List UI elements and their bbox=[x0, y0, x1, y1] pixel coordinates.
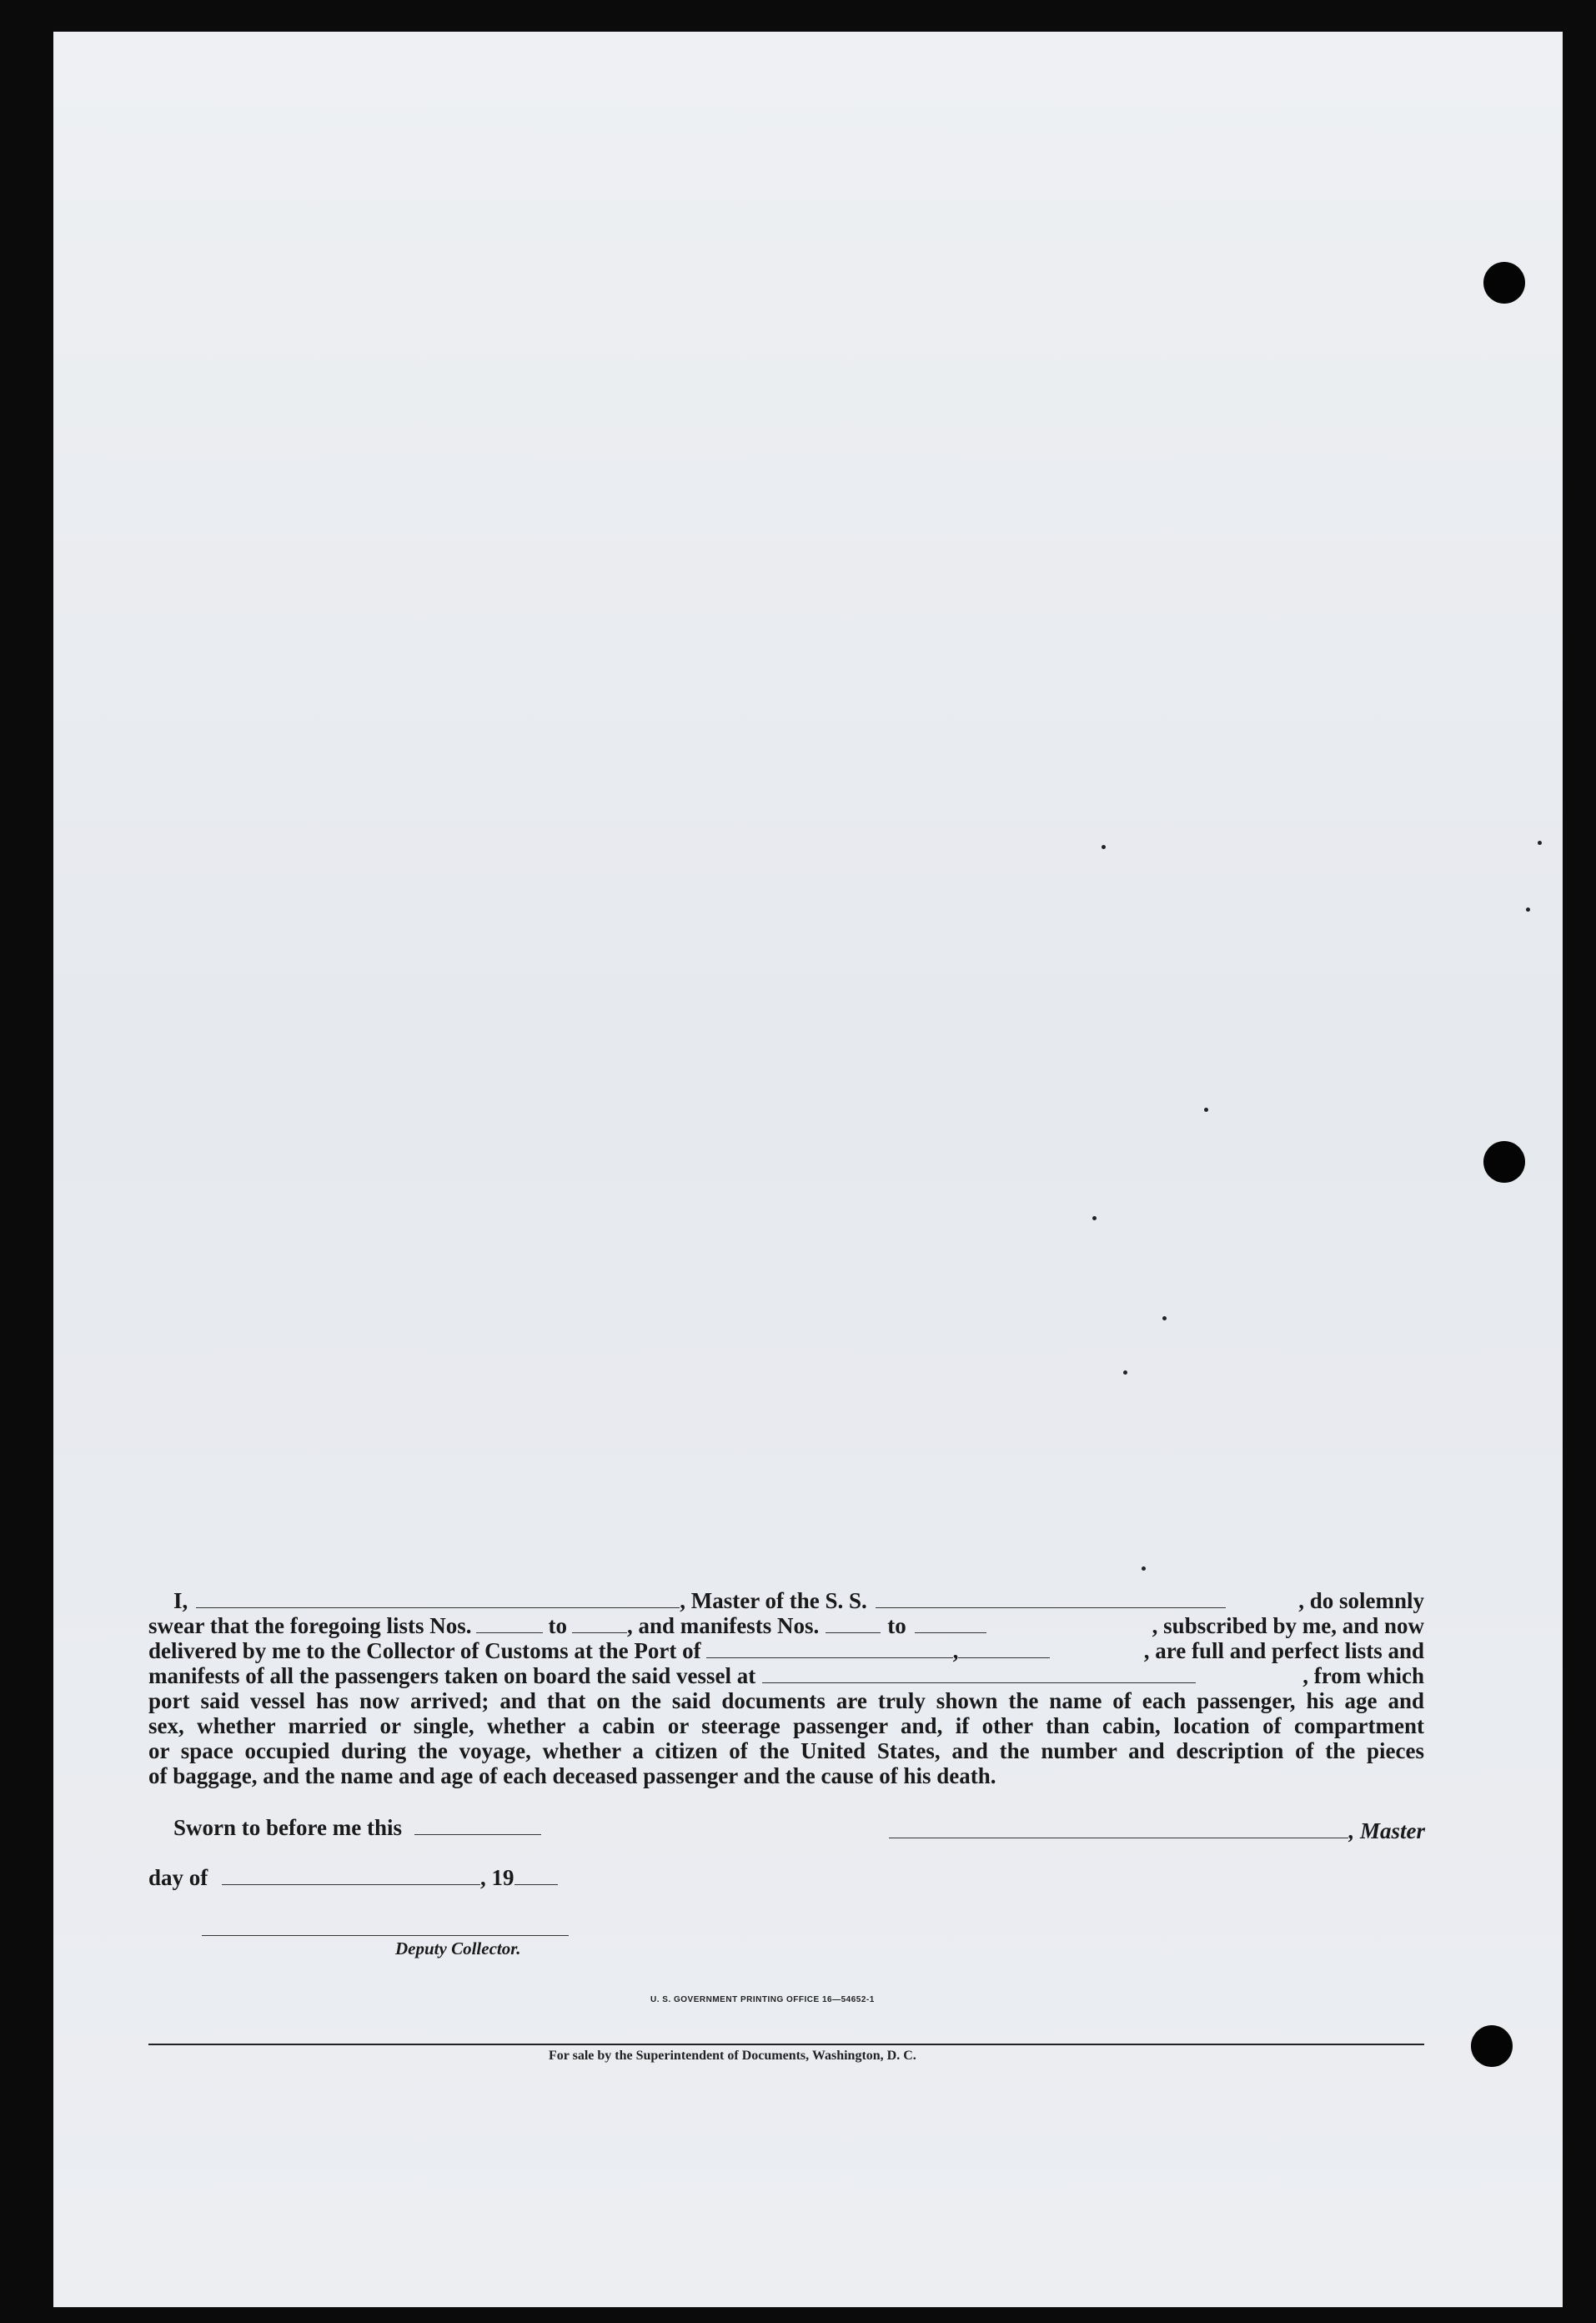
port-name-blank[interactable] bbox=[706, 1641, 953, 1658]
embarkation-port-blank[interactable] bbox=[762, 1666, 1196, 1683]
oath-word: , Master of the S. S. bbox=[680, 1588, 867, 1613]
deputy-collector-label: Deputy Collector. bbox=[395, 1938, 521, 1958]
oath-word: , subscribed by me, and now bbox=[1152, 1613, 1424, 1638]
oath-word: , from which bbox=[1302, 1663, 1424, 1688]
port-state-blank[interactable] bbox=[958, 1641, 1050, 1658]
day-of-label: day of bbox=[148, 1865, 208, 1890]
ink-speck bbox=[1142, 1566, 1146, 1571]
month-blank[interactable] bbox=[222, 1868, 480, 1885]
oath-word: manifests of all the passengers taken on board the said vessel at bbox=[148, 1663, 756, 1688]
ship-name-blank[interactable] bbox=[876, 1591, 1226, 1608]
oath-text-line: or space occupied during the voyage, whether a citizen of the United States, and the number and description of the pieces bbox=[148, 1738, 1424, 1763]
punch-hole-middle bbox=[1483, 1141, 1525, 1183]
for-sale-notice: For sale by the Superintendent of Documents, Washington, D. C. bbox=[549, 2049, 916, 2063]
printing-office-imprint: U. S. GOVERNMENT PRINTING OFFICE 16—54652-1 bbox=[650, 1995, 875, 2004]
deputy-collector-signature-line[interactable] bbox=[202, 1935, 569, 1936]
oath-word: , are full and perfect lists and bbox=[1143, 1638, 1424, 1663]
oath-line-3 bbox=[148, 1638, 1424, 1663]
oath-word: , and manifests Nos. bbox=[626, 1613, 820, 1638]
oath-word: to bbox=[548, 1613, 567, 1638]
oath-text-line: port said vessel has now arrived; and that on the said documents are truly shown the name of each passenger, his age and bbox=[148, 1688, 1424, 1713]
master-signature-blank[interactable] bbox=[889, 1821, 1348, 1838]
oath-word: to bbox=[887, 1613, 906, 1638]
manifest-no-to-blank[interactable] bbox=[915, 1616, 986, 1633]
oath-text-line: sex, whether married or single, whether a cabin or steerage passenger and, if other than cabin, location of compartment bbox=[148, 1713, 1424, 1738]
ink-speck bbox=[1526, 908, 1530, 912]
sworn-line bbox=[173, 1815, 541, 1841]
ink-speck bbox=[1102, 845, 1106, 849]
year-blank[interactable] bbox=[514, 1868, 558, 1885]
master-name-blank[interactable] bbox=[196, 1591, 680, 1608]
oath-word: I, bbox=[173, 1588, 188, 1613]
master-label: , Master bbox=[1348, 1818, 1425, 1843]
oath-line-2 bbox=[148, 1613, 1424, 1638]
ink-speck bbox=[1204, 1108, 1208, 1112]
oath-word: , do solemnly bbox=[1298, 1588, 1424, 1613]
oath-word: delivered by me to the Collector of Customs at the Port of bbox=[148, 1638, 701, 1663]
master-oath-paragraph bbox=[148, 1588, 1424, 1788]
ink-speck bbox=[1123, 1370, 1127, 1375]
oath-line-1 bbox=[148, 1588, 1424, 1613]
day-of-line bbox=[148, 1865, 558, 1891]
master-signature-line bbox=[889, 1818, 1425, 1844]
list-no-from-blank[interactable] bbox=[476, 1616, 543, 1633]
oath-line-4 bbox=[148, 1663, 1424, 1688]
year-prefix: , 19 bbox=[480, 1865, 514, 1890]
document-sheet bbox=[53, 32, 1563, 2307]
oath-word: , bbox=[952, 1638, 959, 1663]
oath-text-line: of baggage, and the name and age of each deceased passenger and the cause of his death. bbox=[148, 1763, 996, 1788]
ink-speck bbox=[1162, 1316, 1167, 1320]
punch-hole-bottom bbox=[1471, 2025, 1513, 2067]
footer-rule bbox=[148, 2044, 1424, 2045]
manifest-no-from-blank[interactable] bbox=[826, 1616, 881, 1633]
sworn-label: Sworn to before me this bbox=[173, 1815, 402, 1840]
punch-hole-top bbox=[1483, 262, 1525, 304]
sworn-day-blank[interactable] bbox=[414, 1818, 541, 1835]
ink-speck bbox=[1538, 841, 1542, 845]
oath-word: swear that the foregoing lists Nos. bbox=[148, 1613, 472, 1638]
list-no-to-blank[interactable] bbox=[572, 1616, 627, 1633]
ink-speck bbox=[1092, 1216, 1097, 1220]
